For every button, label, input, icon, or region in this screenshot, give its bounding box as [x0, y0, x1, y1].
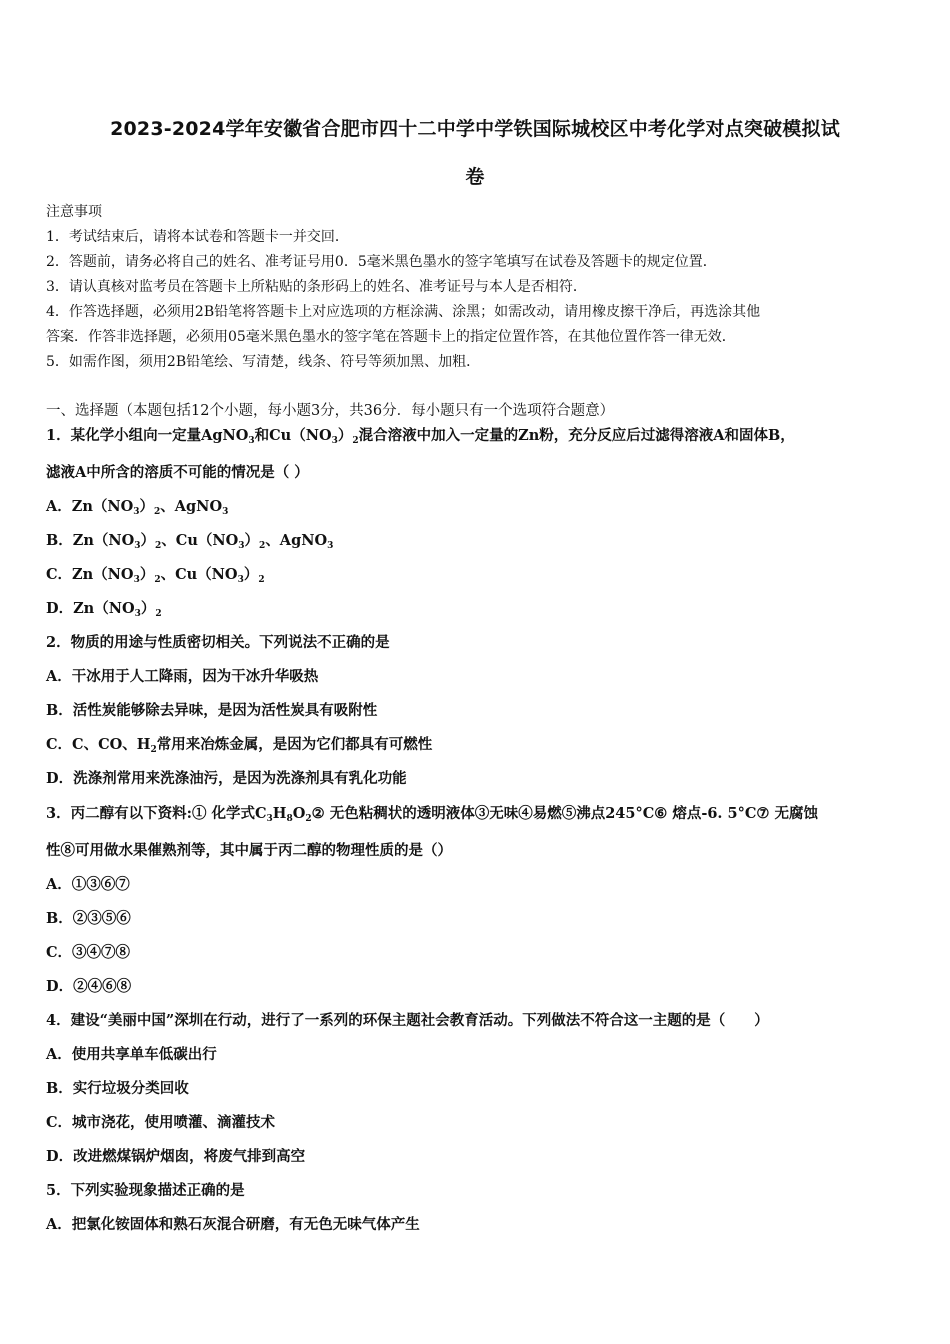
notice-item-3: 3．请认真核对监考员在答题卡上所粘贴的条形码上的姓名、准考证号与本人是否相符．	[46, 279, 587, 295]
q3-stem-line1: 3．丙二醇有以下资料:① 化学式$C_3H_8O_2②$ 无色粘稠状的透明液体③无味④易燃⑤沸点245°C⑥ 熔点-6. 5°C⑦ 无腐蚀	[46, 805, 818, 824]
section1-heading: 一、选择题（本题包括12个小题，每小题3分，共36分．每小题只有一个选项符合题意）	[46, 403, 615, 419]
q3-option-b: B．②③⑤⑥	[46, 910, 131, 927]
q4-stem: 4．建设“美丽中国”深圳在行动，进行了一系列的环保主题社会教育活动。下列做法不符合这一主题的是（ ）	[46, 1012, 769, 1029]
q1-option-d: D．$Zn(NO_3)_2$	[46, 600, 162, 619]
q3-option-a: A．①③⑥⑦	[46, 876, 130, 893]
notice-item-4-cont: 答案．作答非选择题，必须用05毫米黑色墨水的签字笔在答题卡上的指定位置作答，在其他位置作答一律无效．	[46, 329, 736, 345]
notice-item-2: 2．答题前，请务必将自己的姓名、准考证号用0．5毫米黑色墨水的签字笔填写在试卷及答题卡的规定位置．	[46, 254, 717, 270]
exam-title-line2: 卷	[465, 166, 485, 188]
q4-option-b: B．实行垃圾分类回收	[46, 1080, 189, 1097]
q4-option-a: A．使用共享单车低碳出行	[46, 1046, 217, 1063]
notice-item-1: 1．考试结束后，请将本试卷和答题卡一并交回．	[46, 229, 349, 245]
q2-option-a: A．干冰用于人工降雨，因为干冰升华吸热	[46, 668, 319, 685]
q4-option-d: D．改进燃煤锅炉烟囱，将废气排到高空	[46, 1148, 306, 1165]
q1-stem-line2: 滤液A中所含的溶质不可能的情况是（ ）	[46, 464, 309, 481]
q3-option-c: C．③④⑦⑧	[46, 944, 131, 961]
q1-option-c: C．$Zn(NO_3)_2$、$Cu(NO_3)_2$	[46, 566, 265, 585]
notice-item-4: 4．作答选择题，必须用2B铅笔将答题卡上对应选项的方框涂满、涂黑；如需改动，请用橡皮擦干净后，再选涂其他	[46, 304, 761, 320]
q2-option-d: D．洗涤剂常用来洗涤油污，是因为洗涤剂具有乳化功能	[46, 770, 407, 787]
q2-option-c: C．C、CO、$H_2$常用来冶炼金属，是因为它们都具有可燃性	[46, 736, 433, 755]
q3-stem-line2: 性⑧可用做水果催熟剂等，其中属于丙二醇的物理性质的是（）	[46, 842, 452, 859]
q4-option-c: C．城市浇花，使用喷灌、滴灌技术	[46, 1114, 276, 1131]
q1-option-b: B．$Zn(NO_3)_2$、$Cu(NO_3)_2$、AgNO$_3$	[46, 532, 334, 551]
q3-option-d: D．②④⑥⑧	[46, 978, 132, 995]
q1-option-a: A．$Zn(NO_3)_2$、AgNO$_3$	[46, 498, 229, 517]
q5-option-a: A．把氯化铵固体和熟石灰混合研磨，有无色无味气体产生	[46, 1216, 420, 1233]
q1-stem-line1: 1．某化学小组向一定量AgNO$_3$和$Cu(NO_3)_2$混合溶液中加入一定量的Zn粉，充分反应后过滤得溶液A和固体B，	[46, 427, 795, 446]
q5-stem: 5．下列实验现象描述正确的是	[46, 1182, 245, 1199]
notice-heading: 注意事项	[46, 204, 102, 220]
q2-option-b: B．活性炭能够除去异味，是因为活性炭具有吸附性	[46, 702, 378, 719]
q2-stem: 2．物质的用途与性质密切相关。下列说法不正确的是	[46, 634, 390, 651]
notice-item-5: 5．如需作图，须用2B铅笔绘、写清楚，线条、符号等须加黑、加粗．	[46, 354, 481, 370]
exam-title-line1: 2023-2024学年安徽省合肥市四十二中学中学铁国际城校区中考化学对点突破模拟试	[110, 118, 840, 140]
